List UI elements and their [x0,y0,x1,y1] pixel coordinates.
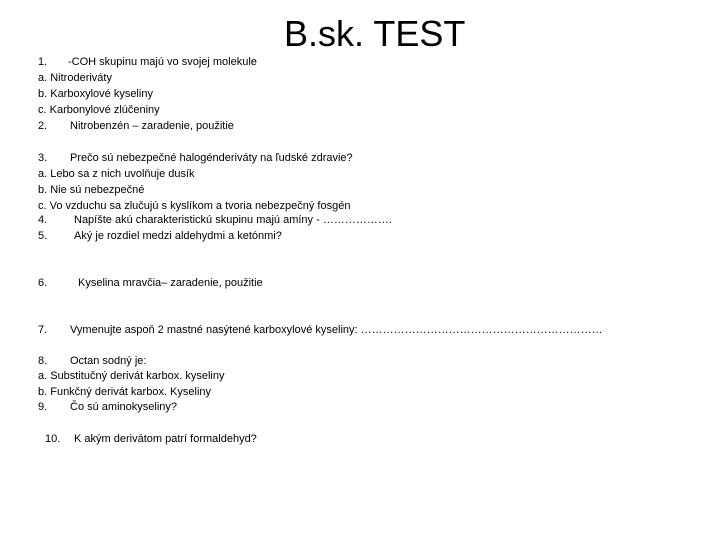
option-3c: c. Vo vzduchu sa zlučujú s kyslíkom a tvoria nebezpečný fosgén [38,200,351,212]
question-text: Čo sú aminokyseliny? [70,401,177,413]
option-1c: c. Karbonylové zlúčeniny [38,104,160,116]
question-6 [38,276,263,290]
question-3 [38,151,353,165]
question-number: 1. [38,56,48,68]
question-4 [38,213,392,227]
option-1b: b. Karboxylové kyseliny [38,88,153,100]
option-8b: b. Funkčný derivát karbox. Kyseliny [38,386,212,398]
question-text: Prečo sú nebezpečné halogénderiváty na ľudské zdravie? [70,152,353,164]
question-8 [38,354,146,368]
question-1 [38,55,257,69]
question-text: Nitrobenzén – zaradenie, použitie [70,120,234,132]
question-5 [38,229,282,243]
question-2 [38,119,234,133]
option-3b: b. Nie sú nebezpečné [38,184,145,196]
question-number: 4. [38,214,48,226]
question-number: 9. [38,401,48,413]
question-text: Octan sodný je: [70,355,147,367]
option-8a: a. Substitučný derivát karbox. kyseliny [38,370,225,382]
question-number: 5. [38,230,48,242]
question-text: Aký je rozdiel medzi aldehydmi a ketónmi? [74,230,282,242]
question-number: 7. [38,324,48,336]
question-number: 6. [38,277,48,289]
question-text: Vymenujte aspoň 2 mastné nasýtené karboxylové kyseliny: ………………………………………………………… [70,324,603,336]
option-1a: a. Nitroderiváty [38,72,112,84]
question-text: Napíšte akú charakteristickú skupinu majú amíny - ………………. [74,214,392,226]
question-text: K akým derivátom patrí formaldehyd? [74,433,257,445]
question-7 [38,323,603,337]
question-text: Kyselina mravčia– zaradenie, použitie [78,277,263,289]
option-3a: a. Lebo sa z nich uvolňuje dusík [38,168,195,180]
question-number: 8. [38,355,48,367]
question-number: 10. [45,433,61,445]
question-10 [45,432,257,446]
question-number: 3. [38,152,48,164]
question-text: -COH skupinu majú vo svojej molekule [68,56,257,68]
test-title: B.sk. TEST [284,13,466,54]
question-9 [38,400,177,414]
question-number: 2. [38,120,48,132]
